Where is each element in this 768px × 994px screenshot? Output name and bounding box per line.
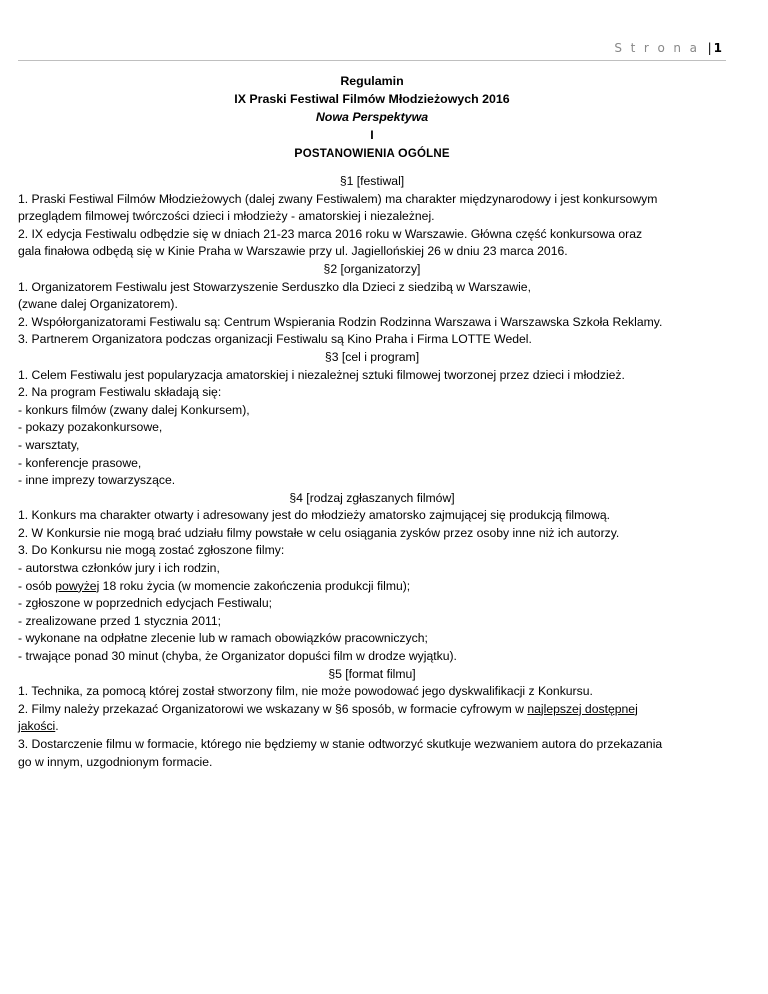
paragraph-text: 2. Filmy należy przekazać Organizatorowi we wskazany w §6 sposób, w formacie cyfrowym w bbox=[18, 701, 528, 716]
paragraph-line: 1. Technika, za pomocą której został stworzony film, nie może powodować jego dyskwalifikacji z Konkursu. bbox=[18, 684, 593, 699]
list-item: - trwające ponad 30 minut (chyba, że Organizator dopuści film w drodze wyjątku). bbox=[18, 649, 457, 664]
list-item-text: - osób bbox=[18, 578, 56, 593]
section-3 bbox=[18, 349, 726, 490]
paragraph-line: 2. Współorganizatorami Festiwalu są: Centrum Wspierania Rodzin Rodzinna Warszawa i Warszawska Szkoła Reklamy. bbox=[18, 314, 663, 329]
chapter-title-initial: P bbox=[294, 146, 303, 160]
paragraph-text: . bbox=[55, 719, 59, 734]
paragraph-line: (zwane dalej Organizatorem). bbox=[18, 297, 178, 312]
paragraph-line: 2. IX edycja Festiwalu odbędzie się w dniach 21-23 marca 2016 roku w Warszawie. Główna część konkursowa oraz bbox=[18, 226, 643, 241]
section-heading: §4 [rodzaj zgłaszanych filmów] bbox=[289, 490, 455, 505]
title-line: IX Praski Festiwal Filmów Młodzieżowych 2016 bbox=[234, 92, 510, 106]
paragraph-line: gala finałowa odbędą się w Kinie Praha w Warszawie przy ul. Jagiellońskiej 26 w dniu 23 marca 2016. bbox=[18, 244, 568, 259]
list-item: - pokazy pozakonkursowe, bbox=[18, 420, 163, 435]
page-separator: | bbox=[707, 41, 712, 55]
page-number-value: 1 bbox=[713, 41, 722, 55]
chapter-title-initial: O bbox=[397, 146, 408, 160]
paragraph-line bbox=[18, 718, 726, 736]
list-item: - zrealizowane przed 1 stycznia 2011; bbox=[18, 613, 222, 628]
chapter-title-rest: GÓLNE bbox=[407, 148, 450, 160]
section-1 bbox=[18, 173, 726, 261]
paragraph-line: 1. Celem Festiwalu jest popularyzacja amatorskiej i niezależnej sztuki filmowej tworzonej przez dzieci i młodzież. bbox=[18, 367, 625, 382]
paragraph-line: 3. Do Konkursu nie mogą zostać zgłoszone filmy: bbox=[18, 543, 285, 558]
paragraph-line: 2. W Konkursie nie mogą brać udziału filmy powstałe w celu osiągania zysków przez osoby inne niż ich autorzy. bbox=[18, 525, 620, 540]
section-heading: §3 [cel i program] bbox=[324, 349, 420, 364]
chapter-number: I bbox=[370, 128, 374, 142]
header-rule bbox=[18, 60, 726, 61]
list-item bbox=[18, 578, 726, 596]
paragraph-line: 2. Na program Festiwalu składają się: bbox=[18, 385, 222, 400]
list-item: - konferencje prasowe, bbox=[18, 455, 142, 470]
underlined-text: jakości bbox=[18, 719, 56, 734]
chapter-title-rest: OSTANOWIENIA bbox=[302, 148, 398, 160]
paragraph-line: 1. Organizatorem Festiwalu jest Stowarzyszenie Serduszko dla Dzieci z siedzibą w Warszawie, bbox=[18, 279, 531, 294]
subtitle: Nowa Perspektywa bbox=[315, 110, 429, 124]
paragraph-line: 1. Praski Festiwal Filmów Młodzieżowych (dalej zwany Festiwalem) ma charakter międzynarodowy i jest konkursowym bbox=[18, 191, 658, 206]
page-label: S t r o n a bbox=[614, 41, 700, 55]
page-number bbox=[614, 41, 722, 55]
list-item-text: 18 roku życia (w momencie zakończenia produkcji filmu); bbox=[99, 578, 411, 593]
list-item: - konkurs filmów (zwany dalej Konkursem), bbox=[18, 402, 250, 417]
section-5 bbox=[18, 666, 726, 772]
section-heading: §2 [organizatorzy] bbox=[323, 261, 421, 276]
list-item: - zgłoszone w poprzednich edycjach Festiwalu; bbox=[18, 596, 273, 611]
paragraph-line: 3. Partnerem Organizatora podczas organizacji Festiwalu są Kino Praha i Firma LOTTE Wedel. bbox=[18, 332, 532, 347]
paragraph-line: go w innym, uzgodnionym formacie. bbox=[18, 754, 213, 769]
list-item: - autorstwa członków jury i ich rodzin, bbox=[18, 561, 220, 576]
paragraph-line: 3. Dostarczenie filmu w formacie, którego nie będziemy w stanie odtworzyć skutkuje wezwaniem autora do przekazania bbox=[18, 737, 663, 751]
list-item: - inne imprezy towarzyszące. bbox=[18, 473, 176, 488]
section-4 bbox=[18, 490, 726, 666]
document-title bbox=[18, 72, 726, 163]
section-heading: §1 [festiwal] bbox=[339, 174, 405, 188]
list-item: - warsztaty, bbox=[18, 437, 80, 452]
section-heading: §5 [format filmu] bbox=[328, 666, 416, 681]
chapter-title bbox=[18, 144, 726, 163]
paragraph-line: przeglądem filmowej twórczości dzieci i młodzieży - amatorskiej i niezależnej. bbox=[18, 209, 435, 224]
title-line: Regulamin bbox=[340, 74, 404, 88]
document-body bbox=[18, 72, 726, 771]
underlined-text: najlepszej dostępnej bbox=[527, 701, 638, 716]
underlined-text: powyżej bbox=[55, 578, 100, 593]
list-item: - wykonane na odpłatne zlecenie lub w ramach obowiązków pracowniczych; bbox=[18, 631, 428, 646]
paragraph-line bbox=[18, 701, 726, 719]
section-2 bbox=[18, 261, 726, 349]
paragraph-line: 1. Konkurs ma charakter otwarty i adresowany jest do młodzieży amatorsko zajmującej się produkcją filmową. bbox=[18, 508, 611, 523]
